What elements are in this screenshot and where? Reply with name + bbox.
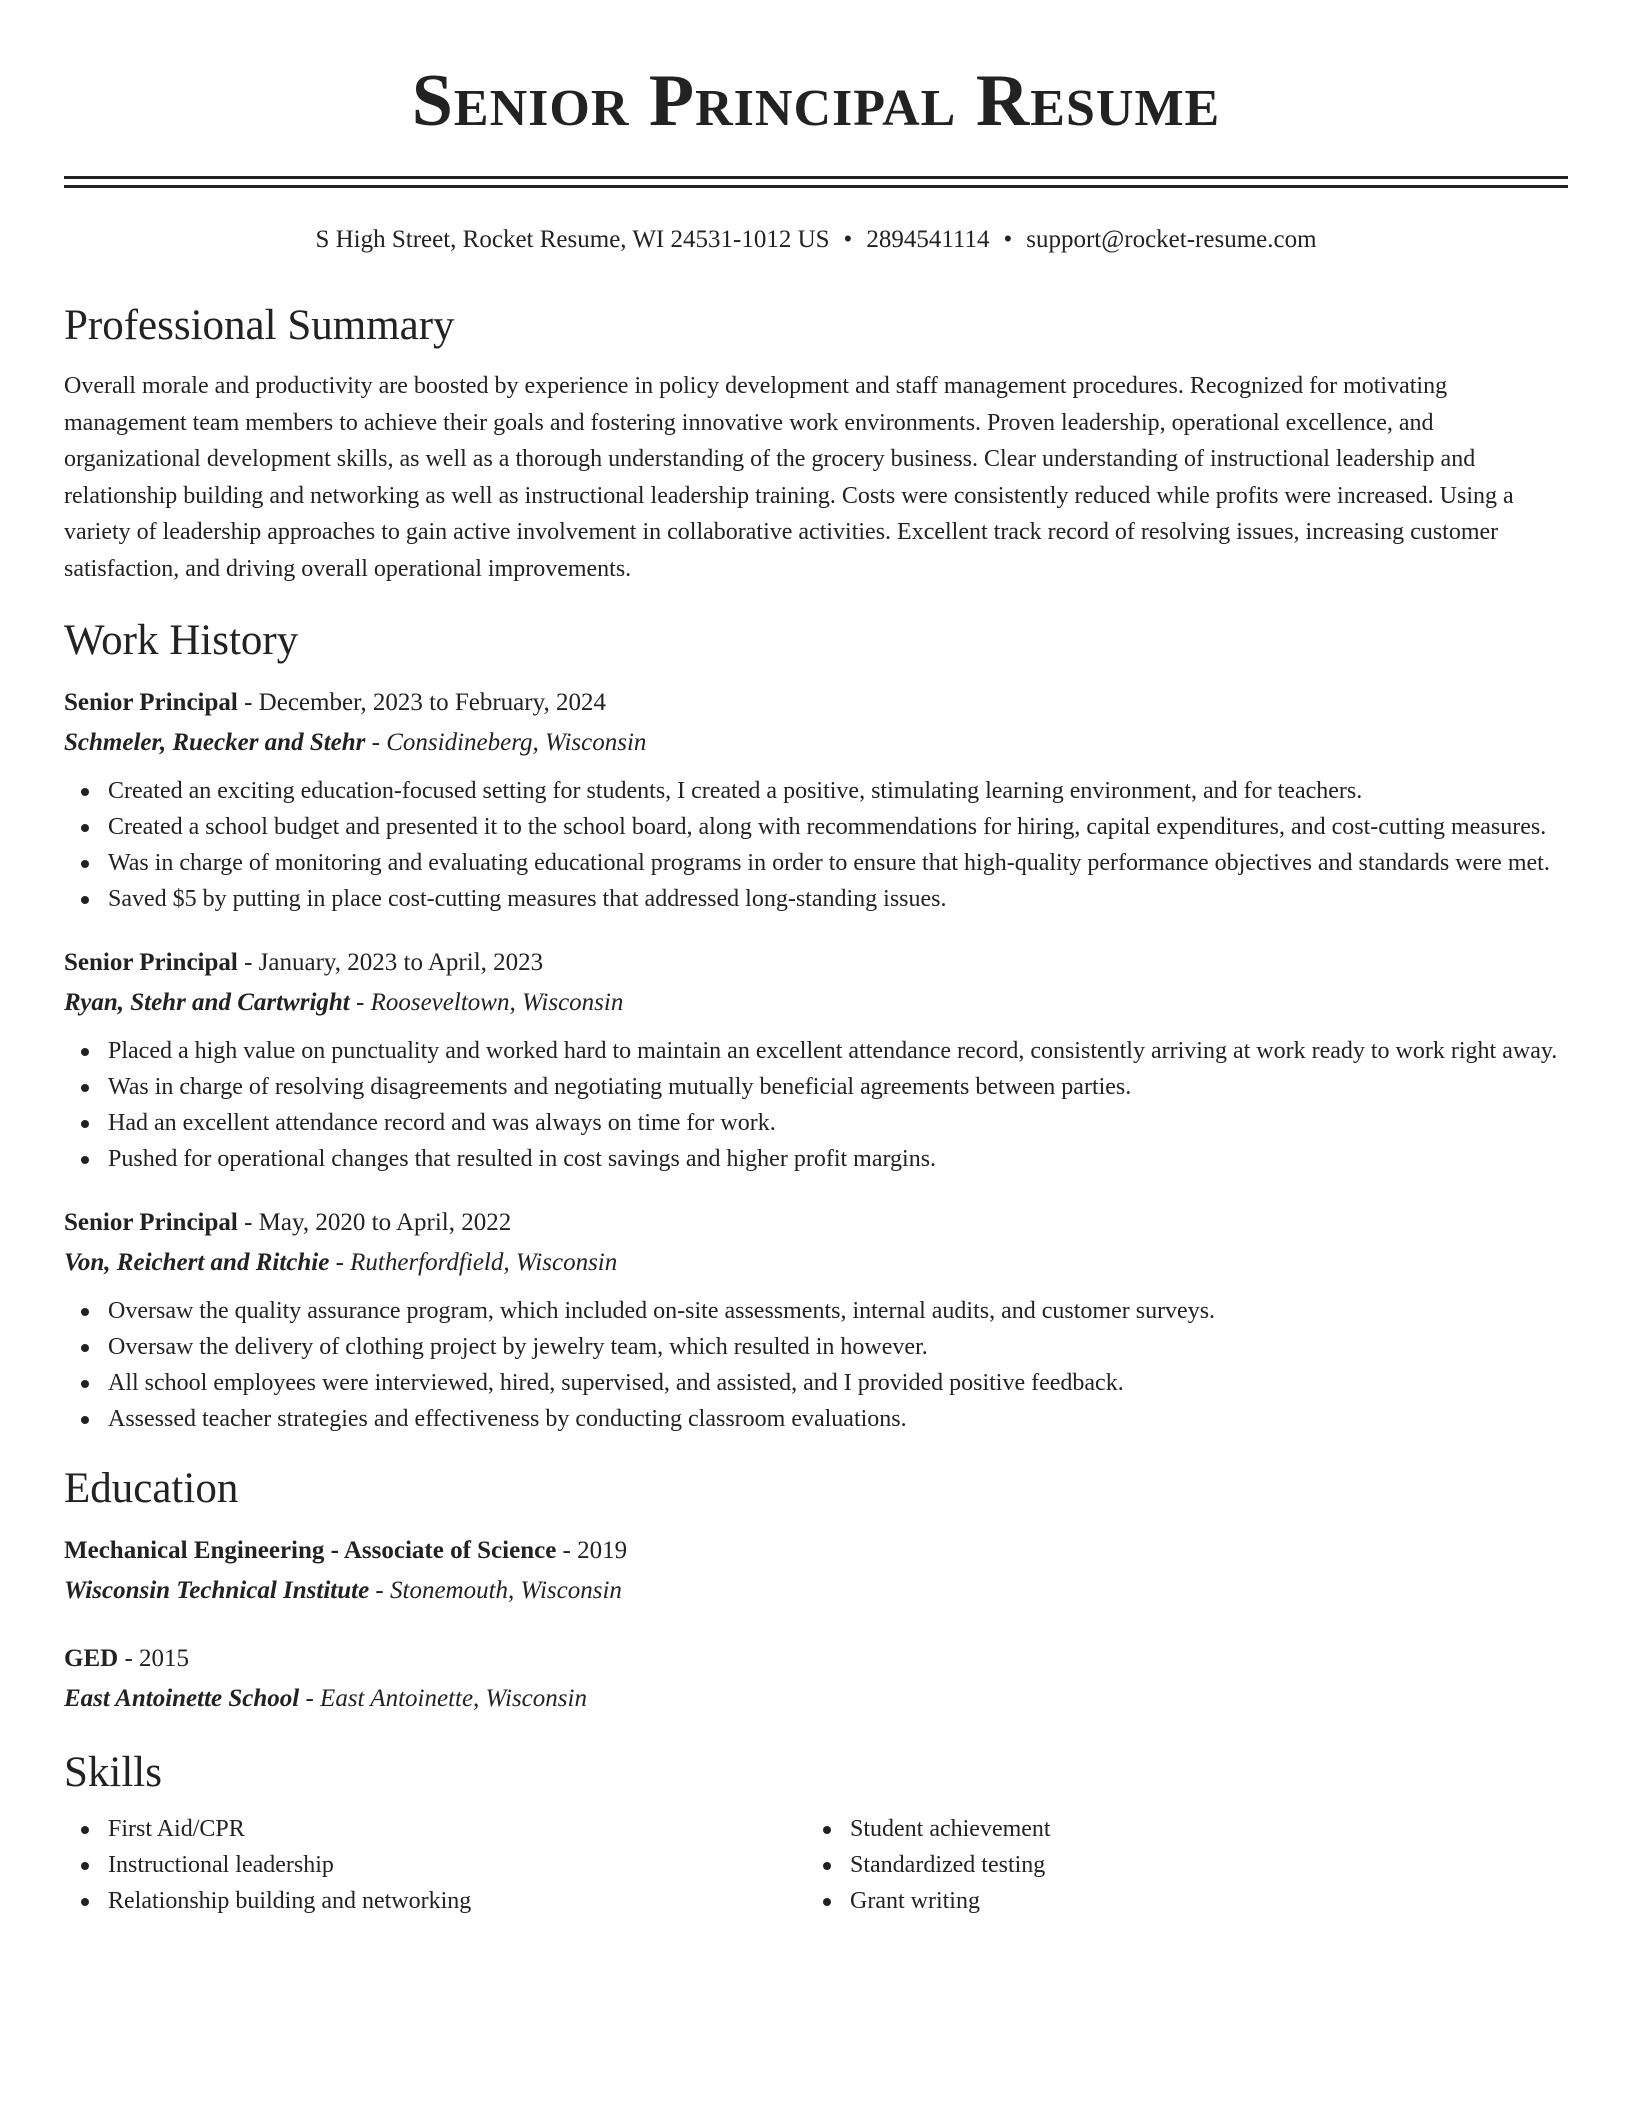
school-location: - East Antoinette, Wisconsin (305, 1685, 587, 1712)
contact-separator: • (1003, 226, 1013, 253)
list-item: Relationship building and networking (64, 1883, 806, 1919)
contact-email: support@rocket-resume.com (1026, 226, 1317, 253)
list-item: Standardized testing (806, 1847, 1548, 1883)
contact-phone: 2894541114 (866, 226, 990, 253)
contact-separator: • (843, 226, 853, 253)
employer-line (64, 723, 1568, 763)
list-item: Oversaw the quality assurance program, which included on-site assessments, internal audits, and customer surveys. (64, 1293, 1568, 1329)
work-history-heading: Work History (64, 617, 299, 664)
job-dates: - December, 2023 to February, 2024 (244, 689, 606, 716)
list-item: Was in charge of monitoring and evaluating educational programs in order to ensure that high-quality performance objectives and standards were met. (64, 845, 1568, 881)
degree-line (64, 1531, 1568, 1571)
skills-column-right (806, 1811, 1548, 1919)
degree-year: - 2019 (562, 1537, 628, 1564)
employer-line (64, 1243, 1568, 1283)
job-entry (64, 1203, 1568, 1437)
contact-address: S High Street, Rocket Resume, WI 24531-1012 US (315, 226, 830, 253)
summary-text: Overall morale and productivity are boosted by experience in policy development and staff management procedures. Recognized for motivating management team members to achieve their goals and fostering innovative work environments. Proven leadership, operational excellence, and organizational development skills, as well as a thorough understanding of the grocery business. Clear understanding of instructional leadership and relationship building and networking as well as instructional leadership training. Costs were consistently reduced while profits were increased. Using a variety of leadership approaches to gain active involvement in collaborative activities. Excellent track record of resolving issues, increasing customer satisfaction, and driving overall operational improvements. (64, 373, 1514, 582)
job-title: Senior Principal (64, 689, 238, 716)
employer-name: Ryan, Stehr and Cartwright (64, 989, 350, 1016)
education-entry (64, 1639, 1568, 1719)
skills-column-left (64, 1811, 806, 1919)
list-item: Grant writing (806, 1883, 1548, 1919)
school-location: - Stonemouth, Wisconsin (375, 1577, 622, 1604)
employer-name: Schmeler, Ruecker and Stehr (64, 729, 366, 756)
degree-year: - 2015 (124, 1645, 190, 1672)
job-duties-list (64, 1293, 1568, 1437)
degree-name: GED (64, 1645, 119, 1672)
employer-location: - Considineberg, Wisconsin (371, 729, 647, 756)
list-item: All school employees were interviewed, hired, supervised, and assisted, and I provided positive feedback. (64, 1365, 1568, 1401)
education-entry (64, 1531, 1568, 1611)
school-name: East Antoinette School (64, 1685, 300, 1712)
skills-grid (64, 1811, 1568, 1919)
job-dates: - May, 2020 to April, 2022 (244, 1209, 512, 1236)
job-duties-list (64, 1033, 1568, 1177)
skills-heading: Skills (64, 1749, 162, 1796)
list-item: First Aid/CPR (64, 1811, 806, 1847)
list-item: Pushed for operational changes that resulted in cost savings and higher profit margins. (64, 1141, 1568, 1177)
degree-line (64, 1639, 1568, 1679)
list-item: Created a school budget and presented it to the school board, along with recommendations for hiring, capital expenditures, and cost-cutting measures. (64, 809, 1568, 845)
list-item: Saved $5 by putting in place cost-cutting measures that addressed long-standing issues. (64, 881, 1568, 917)
title-divider-bottom (64, 185, 1568, 188)
job-title: Senior Principal (64, 949, 238, 976)
list-item: Created an exciting education-focused setting for students, I created a positive, stimulating learning environment, and for teachers. (64, 773, 1568, 809)
skills-list-right (806, 1811, 1548, 1919)
list-item: Oversaw the delivery of clothing project by jewelry team, which resulted in however. (64, 1329, 1568, 1365)
resume-title: Senior Principal Resume (411, 60, 1221, 142)
job-entry (64, 683, 1568, 917)
job-dates: - January, 2023 to April, 2023 (244, 949, 544, 976)
employer-location: - Rutherfordfield, Wisconsin (335, 1249, 618, 1276)
list-item: Was in charge of resolving disagreements and negotiating mutually beneficial agreements between parties. (64, 1069, 1568, 1105)
degree-name: Mechanical Engineering - Associate of Science (64, 1537, 557, 1564)
employer-line (64, 983, 1568, 1023)
job-title-line (64, 1203, 1568, 1243)
school-name: Wisconsin Technical Institute (64, 1577, 370, 1604)
education-heading: Education (64, 1465, 239, 1512)
job-title-line (64, 943, 1568, 983)
list-item: Had an excellent attendance record and was always on time for work. (64, 1105, 1568, 1141)
summary-heading: Professional Summary (64, 302, 455, 349)
job-title-line (64, 683, 1568, 723)
employer-location: - Rooseveltown, Wisconsin (356, 989, 624, 1016)
job-title: Senior Principal (64, 1209, 238, 1236)
skills-list-left (64, 1811, 806, 1919)
school-line (64, 1679, 1568, 1719)
school-line (64, 1571, 1568, 1611)
list-item: Student achievement (806, 1811, 1548, 1847)
title-divider-top (64, 176, 1568, 179)
list-item: Placed a high value on punctuality and worked hard to maintain an excellent attendance record, consistently arriving at work ready to work right away. (64, 1033, 1568, 1069)
job-entry (64, 943, 1568, 1177)
list-item: Assessed teacher strategies and effectiveness by conducting classroom evaluations. (64, 1401, 1568, 1437)
employer-name: Von, Reichert and Ritchie (64, 1249, 330, 1276)
job-duties-list (64, 773, 1568, 917)
contact-line (64, 222, 1568, 258)
list-item: Instructional leadership (64, 1847, 806, 1883)
